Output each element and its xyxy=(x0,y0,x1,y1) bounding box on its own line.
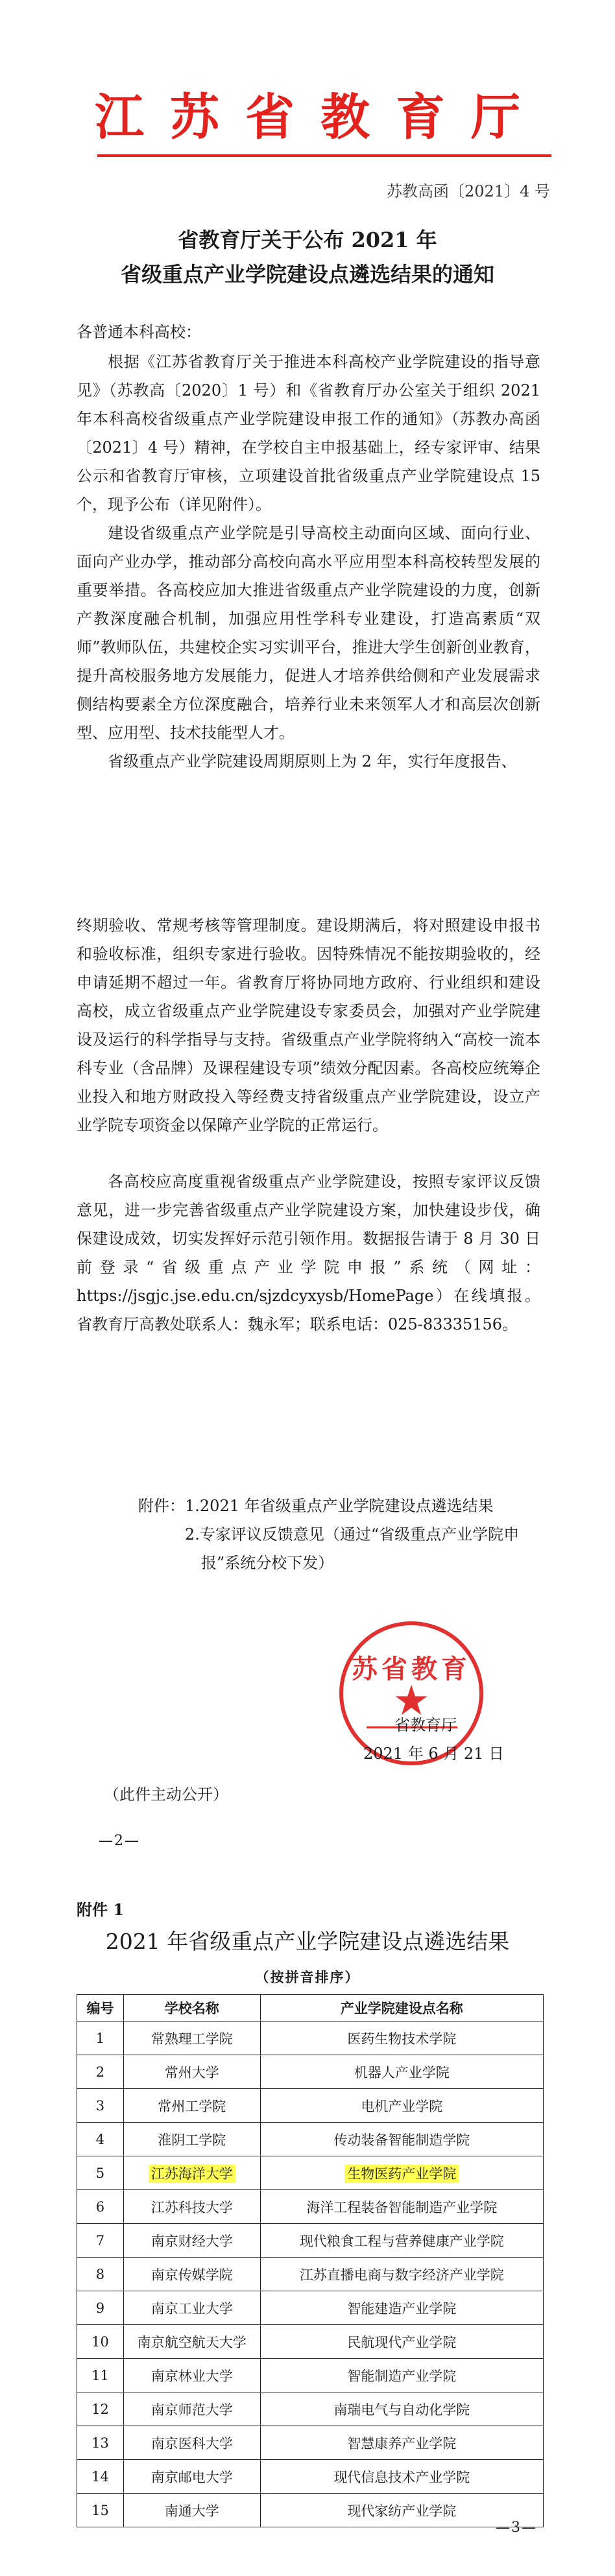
school-name: 江苏科技大学 xyxy=(123,2190,260,2224)
table-row xyxy=(77,2426,544,2460)
row-number: 15 xyxy=(77,2494,124,2527)
college-name: 传动装备智能制造学院 xyxy=(260,2123,543,2156)
salutation: 各普通本科高校： xyxy=(77,323,201,341)
column-header-college: 产业学院建设点名称 xyxy=(260,1995,543,2021)
table-row xyxy=(77,2190,544,2224)
signing-date: 2021 年 6 月 21 日 xyxy=(363,1745,505,1763)
school-name: 南京工业大学 xyxy=(123,2291,260,2325)
school-name: 南京财经大学 xyxy=(123,2224,260,2258)
school-name: 南京师范大学 xyxy=(123,2392,260,2426)
school-name: 南京邮电大学 xyxy=(123,2460,260,2494)
college-name: 江苏直播电商与数字经济产业学院 xyxy=(260,2258,543,2291)
attachments-label: 附件： xyxy=(138,1497,185,1515)
row-number: 13 xyxy=(77,2426,124,2460)
row-number: 7 xyxy=(77,2224,124,2258)
table-row xyxy=(77,2291,544,2325)
table-header-row xyxy=(77,1995,544,2021)
table-row xyxy=(77,2325,544,2359)
page-number: —3— xyxy=(496,2520,537,2536)
table-row xyxy=(77,2258,544,2291)
row-number: 1 xyxy=(77,2021,124,2055)
college-name: 现代信息技术产业学院 xyxy=(260,2460,543,2494)
column-header-number: 编号 xyxy=(77,1995,124,2021)
table-row-highlighted xyxy=(77,2156,544,2190)
row-number: 8 xyxy=(77,2258,124,2291)
body-paragraph: 终期验收、常规考核等管理制度。建设期满后，将对照建设申报书和验收标准，组织专家进行验收。因特殊情况不能按期验收的，经申请延期不超过一年。省教育厅将协同地方政府、行业组织和建设高校，成立省级重点产业学院建设专家委员会，加强对产业学院建设及运行的科学指导与支持。省级重点产业学院将纳入“高校一流本科专业（含品牌）及课程建设专项”绩效分配因素。各高校应统筹企业投入和地方财政投入等经费支持省级重点产业学院建设，设立产业学院专项资金以保障产业学院的正常运行。 xyxy=(77,916,540,1134)
school-name: 常熟理工学院 xyxy=(123,2021,260,2055)
table-row xyxy=(77,2224,544,2258)
school-name: 南通大学 xyxy=(123,2494,260,2527)
row-number: 11 xyxy=(77,2359,124,2392)
row-number: 6 xyxy=(77,2190,124,2224)
document-number: 苏教高函〔2021〕4 号 xyxy=(387,182,550,200)
row-number: 14 xyxy=(77,2460,124,2494)
school-name: 南京航空航天大学 xyxy=(123,2325,260,2359)
row-number: 10 xyxy=(77,2325,124,2359)
table-row xyxy=(77,2460,544,2494)
table-row xyxy=(77,2089,544,2123)
issuing-authority-title: 江苏省教育厅 xyxy=(95,88,546,146)
body-paragraph: 根据《江苏省教育厅关于推进本科高校产业学院建设的指导意见》（苏教高〔2020〕1 号）和《省教育厅办公室关于组织 2021 年本科高校省级重点产业学院建设申报工作的通知》（苏教办高函〔2021〕4 号）精神，在学校自主申报基础上，经专家评审、结果公示和省教育厅审核，立项建设首批省级重点产业学院建设点 15 个，现予公布（详见附件）。 xyxy=(77,353,540,514)
school-name: 淮阴工学院 xyxy=(123,2123,260,2156)
table-row xyxy=(77,2494,544,2527)
attachment-item-1: 1.2021 年省级重点产业学院建设点遴选结果 xyxy=(185,1497,494,1515)
annex-title: 2021 年省级重点产业学院建设点遴选结果 xyxy=(105,1929,510,1954)
annex-subtitle: （按拼音排序） xyxy=(255,1969,360,1985)
notice-title-line-2: 省级重点产业学院建设点遴选结果的通知 xyxy=(120,262,494,287)
attachment-item-2: 2.专家评议反馈意见（通过“省级重点产业学院申 xyxy=(185,1525,520,1544)
page-number: —2— xyxy=(99,1833,140,1849)
school-name: 南京林业大学 xyxy=(123,2359,260,2392)
school-name-highlighted: 江苏海洋大学 xyxy=(149,2165,235,2183)
column-header-school: 学校名称 xyxy=(123,1995,260,2021)
college-name-cell xyxy=(260,2156,543,2190)
college-name: 电机产业学院 xyxy=(260,2089,543,2123)
notice-title-line-1: 省教育厅关于公布 2021 年 xyxy=(178,228,437,252)
table-row xyxy=(77,2359,544,2392)
school-name: 常州工学院 xyxy=(123,2089,260,2123)
college-name-highlighted: 生物医药产业学院 xyxy=(344,2165,459,2183)
row-number: 4 xyxy=(77,2123,124,2156)
college-name: 机器人产业学院 xyxy=(260,2055,543,2089)
attachment-item-2-cont: 报”系统分校下发） xyxy=(201,1554,334,1572)
college-name: 民航现代产业学院 xyxy=(260,2325,543,2359)
row-number: 12 xyxy=(77,2392,124,2426)
star-icon: ★ xyxy=(392,1677,430,1725)
table-row xyxy=(77,2055,544,2089)
row-number: 5 xyxy=(77,2156,124,2190)
annex-label: 附件 1 xyxy=(77,1900,125,1919)
college-name: 南瑞电气与自动化学院 xyxy=(260,2392,543,2426)
college-name: 智慧康养产业学院 xyxy=(260,2426,543,2460)
row-number: 2 xyxy=(77,2055,124,2089)
seal-text: 苏省教育 xyxy=(352,1654,471,1684)
school-name: 南京传媒学院 xyxy=(123,2258,260,2291)
disclosure-note: （此件主动公开） xyxy=(104,1785,228,1804)
body-paragraph: 建设省级重点产业学院是引导高校主动面向区域、面向行业、面向产业办学，推动部分高校向高水平应用型本科高校转型发展的重要举措。各高校应加大推进省级重点产业学院建设的力度，创新产教深度融合机制，加强应用性学科专业建设，打造高素质“双师”教师队伍，共建校企实习实训平台，推进大学生创新创业教育，提升高校服务地方发展能力，促进人才培养供给侧和产业发展需求侧结构要素全方位深度融合，培养行业未来领军人才和高层次创新型、应用型、技术技能型人才。 xyxy=(77,524,540,742)
results-table xyxy=(77,1994,544,2527)
body-paragraph: 省级重点产业学院建设周期原则上为 2 年，实行年度报告、 xyxy=(108,752,517,770)
school-name-cell xyxy=(123,2156,260,2190)
college-name: 医药生物技术学院 xyxy=(260,2021,543,2055)
college-name: 现代粮食工程与营养健康产业学院 xyxy=(260,2224,543,2258)
table-row xyxy=(77,2021,544,2055)
row-number: 3 xyxy=(77,2089,124,2123)
red-header-rule xyxy=(97,154,551,157)
table-row xyxy=(77,2123,544,2156)
school-name: 南京医科大学 xyxy=(123,2426,260,2460)
college-name: 海洋工程装备智能制造产业学院 xyxy=(260,2190,543,2224)
signing-organization: 省教育厅 xyxy=(394,1716,457,1734)
body-paragraph: 各高校应高度重视省级重点产业学院建设，按照专家评议反馈意见，进一步完善省级重点产业学院建设方案，加快建设步伐，确保建设成效，切实发挥好示范引领作用。数据报告请于 8 月 30 日前登录“省级重点产业学院申报”系统（网址：https://jsgjc.jse.edu.cn/sjzdcyxysb/HomePage）在线填报。省教育厅高教处联系人：魏永军；联系电话：025-83335156。 xyxy=(77,1173,540,1333)
college-name: 智能建造产业学院 xyxy=(260,2291,543,2325)
college-name: 现代家纺产业学院 xyxy=(260,2494,543,2527)
school-name: 常州大学 xyxy=(123,2055,260,2089)
row-number: 9 xyxy=(77,2291,124,2325)
table-row xyxy=(77,2392,544,2426)
college-name: 智能制造产业学院 xyxy=(260,2359,543,2392)
